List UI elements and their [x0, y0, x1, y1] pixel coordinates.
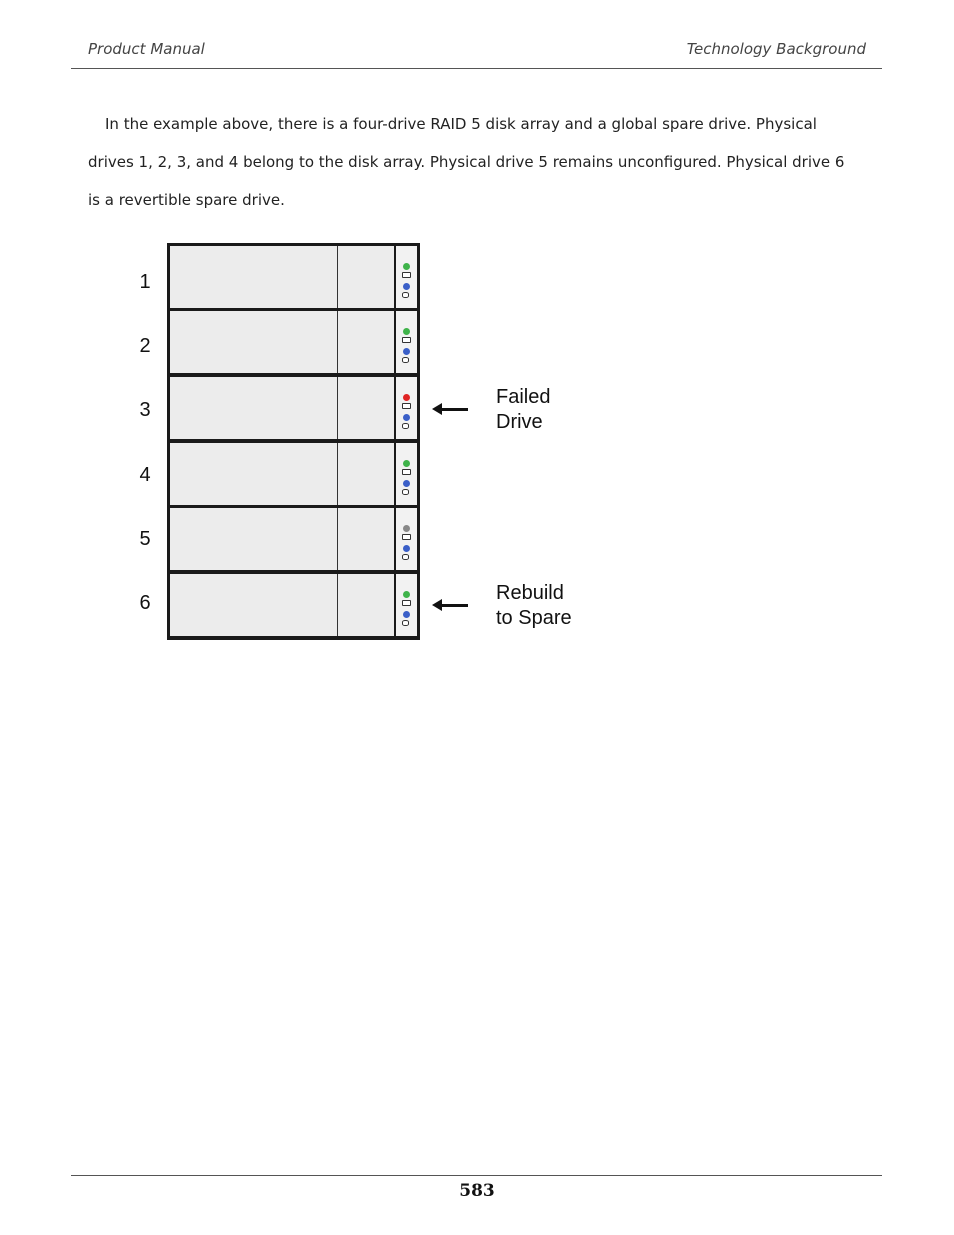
- drive-bay-4: [170, 443, 417, 505]
- rebuild-callout-line1: Rebuild: [496, 582, 564, 604]
- led-panel: [394, 574, 417, 636]
- drive-status-icon: [402, 403, 411, 409]
- drive-bay-2: [170, 311, 417, 373]
- bay-divider: [337, 246, 338, 308]
- led-panel: [394, 246, 417, 308]
- drive-bay-1: [170, 246, 417, 308]
- activity-led: [403, 611, 410, 618]
- page-number: 583: [459, 1181, 495, 1201]
- header-right-title: Technology Background: [686, 40, 866, 58]
- bay-divider: [337, 574, 338, 636]
- failed-callout-line2: Drive: [496, 411, 543, 433]
- status-led: [403, 525, 410, 532]
- bay-label-5: 5: [139, 528, 151, 550]
- activity-led: [403, 414, 410, 421]
- activity-led: [403, 283, 410, 290]
- bay-label-4: 4: [139, 464, 151, 486]
- activity-led: [403, 348, 410, 355]
- led-panel: [394, 443, 417, 505]
- rebuild-spare-arrow-icon: [432, 599, 468, 611]
- header-left-title: Product Manual: [88, 40, 205, 58]
- status-led: [403, 394, 410, 401]
- bay-label-6: 6: [139, 592, 151, 614]
- body-paragraph: In the example above, there is a four-drive RAID 5 disk array and a global spare drive. Physical drives 1, 2, 3, and 4 belong to the disk array. Physical drive 5 remains unconfigured. Physical drive 6 is a revertible spare drive.: [88, 115, 845, 209]
- disk-activity-icon: [402, 423, 409, 429]
- drive-status-icon: [402, 600, 411, 606]
- footer-rule: [71, 1175, 882, 1176]
- bay-divider: [337, 377, 338, 439]
- disk-activity-icon: [402, 489, 409, 495]
- led-panel: [394, 377, 417, 439]
- disk-activity-icon: [402, 292, 409, 298]
- bay-divider: [337, 311, 338, 373]
- bay-divider: [337, 508, 338, 570]
- status-led: [403, 591, 410, 598]
- bay-divider: [337, 443, 338, 505]
- bay-label-3: 3: [139, 399, 151, 421]
- disk-activity-icon: [402, 554, 409, 560]
- header-rule: [71, 68, 882, 69]
- drive-bay-5: [170, 508, 417, 570]
- failed-callout-line1: Failed: [496, 386, 551, 408]
- status-led: [403, 263, 410, 270]
- failed-drive-callout: [496, 385, 550, 435]
- bay-label-1: 1: [139, 271, 151, 293]
- drive-status-icon: [402, 272, 411, 278]
- drive-status-icon: [402, 469, 411, 475]
- led-panel: [394, 311, 417, 373]
- activity-led: [403, 545, 410, 552]
- rebuild-spare-callout: [496, 581, 572, 631]
- led-panel: [394, 508, 417, 570]
- drive-bay-3: [170, 377, 417, 439]
- disk-activity-icon: [402, 357, 409, 363]
- failed-drive-arrow-icon: [432, 403, 468, 415]
- drive-bay-6: [170, 574, 417, 636]
- drive-status-icon: [402, 534, 411, 540]
- disk-activity-icon: [402, 620, 409, 626]
- drive-enclosure: [167, 243, 420, 640]
- status-led: [403, 460, 410, 467]
- bay-label-2: 2: [139, 335, 151, 357]
- rebuild-callout-line2: to Spare: [496, 607, 572, 629]
- drive-status-icon: [402, 337, 411, 343]
- status-led: [403, 328, 410, 335]
- activity-led: [403, 480, 410, 487]
